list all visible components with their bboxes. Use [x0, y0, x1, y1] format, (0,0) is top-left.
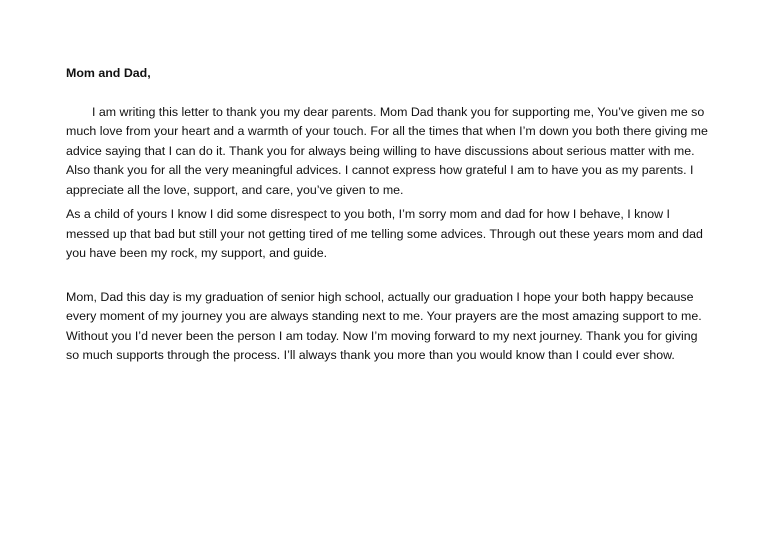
letter-salutation: Mom and Dad, [66, 66, 151, 80]
letter-paragraph: I am writing this letter to thank you my dear parents. Mom Dad thank you for supporting me, You’ve given me so much love from your heart and a warmth of your touch. For all the times that when I’m down you both there giving me advice saying that I can do it. Thank you for always being willing to have discussions about serious matter with me. Also thank you for all the very meaningful advices. I cannot express how grateful I am to have you as my parents. I appreciate all the love, support, and care, you’ve given to me. [66, 104, 708, 197]
letter-body [66, 64, 708, 366]
letter-paragraph: As a child of yours I know I did some disrespect to you both, I’m sorry mom and dad for how I behave, I know I messed up that bad but still your not getting tired of me telling some advices. Through out these years mom and dad you have been my rock, my support, and guide. [66, 207, 703, 260]
paragraph-spacer [66, 264, 708, 288]
letter-paragraph: Mom, Dad this day is my graduation of senior high school, actually our graduation I hope your both happy because every moment of my journey you are always standing next to me. Your prayers are the most amazing support to me. Without you I’d never been the person I am today. Now I’m moving forward to my next journey. Thank you for giving so much supports through the process. I’ll always thank you more than you would know than I could ever show. [66, 289, 702, 362]
